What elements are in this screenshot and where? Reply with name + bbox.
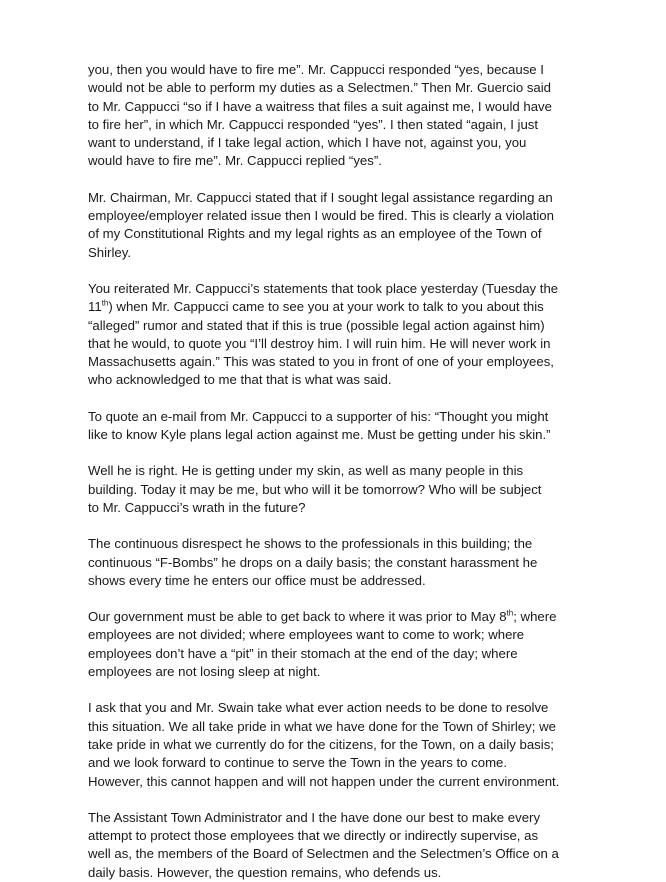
- text-line: well as, the members of the Board of Selectmen and the Selectmen’s Office on a: [88, 846, 559, 862]
- text-line: attempt to protect those employees that we directly or indirectly supervise, as: [88, 828, 539, 844]
- paragraph-3: [88, 280, 638, 390]
- text-line: However, this cannot happen and will not happen under the current environment.: [88, 773, 560, 789]
- text-line: you, then you would have to fire me”. Mr. Cappucci responded “yes, because I: [88, 62, 544, 77]
- text-line: like to know Kyle plans legal action against me. Must be getting under his skin.”: [88, 427, 551, 443]
- text-line-rest: ; where: [513, 609, 557, 625]
- text-line: The continuous disrespect he shows to the professionals in this building; the: [88, 536, 533, 552]
- paragraph-9: [88, 809, 638, 882]
- text-line: Shirley.: [88, 244, 131, 260]
- paragraph-8: [88, 699, 638, 790]
- text-line: shows every time he enters our office must be addressed.: [88, 572, 426, 588]
- paragraph-6: [88, 535, 638, 590]
- text-line: and we look forward to continue to serve the Town in the years to come.: [88, 755, 508, 771]
- text-line: daily basis. However, the question remains, who defends us.: [88, 864, 442, 880]
- text-line: Massachusetts again.” This was stated to you in front of one of your employees,: [88, 354, 554, 370]
- text-line: to Mr. Cappucci “so if I have a waitress that files a suit against me, I would have: [88, 98, 552, 114]
- text-line: “alleged” rumor and stated that if this is true (possible legal action against him): [88, 317, 545, 333]
- text-line-rest: ) when Mr. Cappucci came to see you at your work to talk to you about this: [108, 299, 544, 315]
- text-line: To quote an e-mail from Mr. Cappucci to a supporter of his: “Thought you might: [88, 408, 549, 424]
- text-line: employees are not losing sleep at night.: [88, 664, 321, 680]
- text-line: this situation. We all take pride in what we have done for the Town of Shirley; we: [88, 718, 556, 734]
- text-line: Well he is right. He is getting under my skin, as well as many people in this: [88, 463, 524, 479]
- text-line: of my Constitutional Rights and my legal rights as an employee of the Town of: [88, 226, 542, 242]
- text-line: who acknowledged to me that that is what was said.: [88, 372, 392, 388]
- text-line: take pride in what we currently do for the citizens, for the Town, on a daily basis;: [88, 736, 554, 752]
- text-line: I ask that you and Mr. Swain take what ever action needs to be done to resolve: [88, 700, 549, 716]
- paragraph-5: [88, 462, 638, 517]
- text-line: Mr. Chairman, Mr. Cappucci stated that if I sought legal assistance regarding an: [88, 189, 553, 205]
- paragraph-7: [88, 608, 638, 681]
- paragraph-2: [88, 189, 638, 262]
- text-line: You reiterated Mr. Cappucci’s statements that took place yesterday (Tuesday the: [88, 280, 559, 296]
- text-line: want to understand, if I take legal action, which I have not, against you, you: [88, 135, 527, 151]
- text-line: to fire her”, in which Mr. Cappucci responded “yes”. I then stated “again, I just: [88, 116, 539, 132]
- date-number: 11: [88, 299, 102, 315]
- text-line-start: Our government must be able to get back to where it was prior to May 8: [88, 609, 507, 625]
- text-line: The Assistant Town Administrator and I the have done our best to make every: [88, 809, 541, 825]
- paragraph-4: [88, 408, 638, 445]
- text-line: [88, 608, 638, 626]
- paragraph-1: [88, 61, 638, 171]
- text-line: [88, 298, 638, 316]
- text-line: would have to fire me”. Mr. Cappucci replied “yes”.: [88, 153, 382, 169]
- ordinal-suffix: th: [101, 298, 109, 308]
- text-line: would not be able to perform my duties as a Selectmen.” Then Mr. Guercio said: [88, 80, 552, 96]
- text-line: continuous “F-Bombs” he drops on a daily basis; the constant harassment he: [88, 554, 538, 570]
- text-line: building. Today it may be me, but who will it be tomorrow? Who will be subject: [88, 481, 542, 497]
- text-line: employee/employer related issue then I would be fired. This is clearly a violation: [88, 208, 554, 224]
- ordinal-suffix: th: [506, 608, 514, 618]
- text-line: employees are not divided; where employees want to come to work; where: [88, 627, 525, 643]
- text-line: employees don’t have a “pit” in their stomach at the end of the day; where: [88, 645, 518, 661]
- text-line: that he would, to quote you “I’ll destroy him. I will ruin him. He will never work in: [88, 335, 551, 351]
- text-line: to Mr. Cappucci’s wrath in the future?: [88, 499, 306, 515]
